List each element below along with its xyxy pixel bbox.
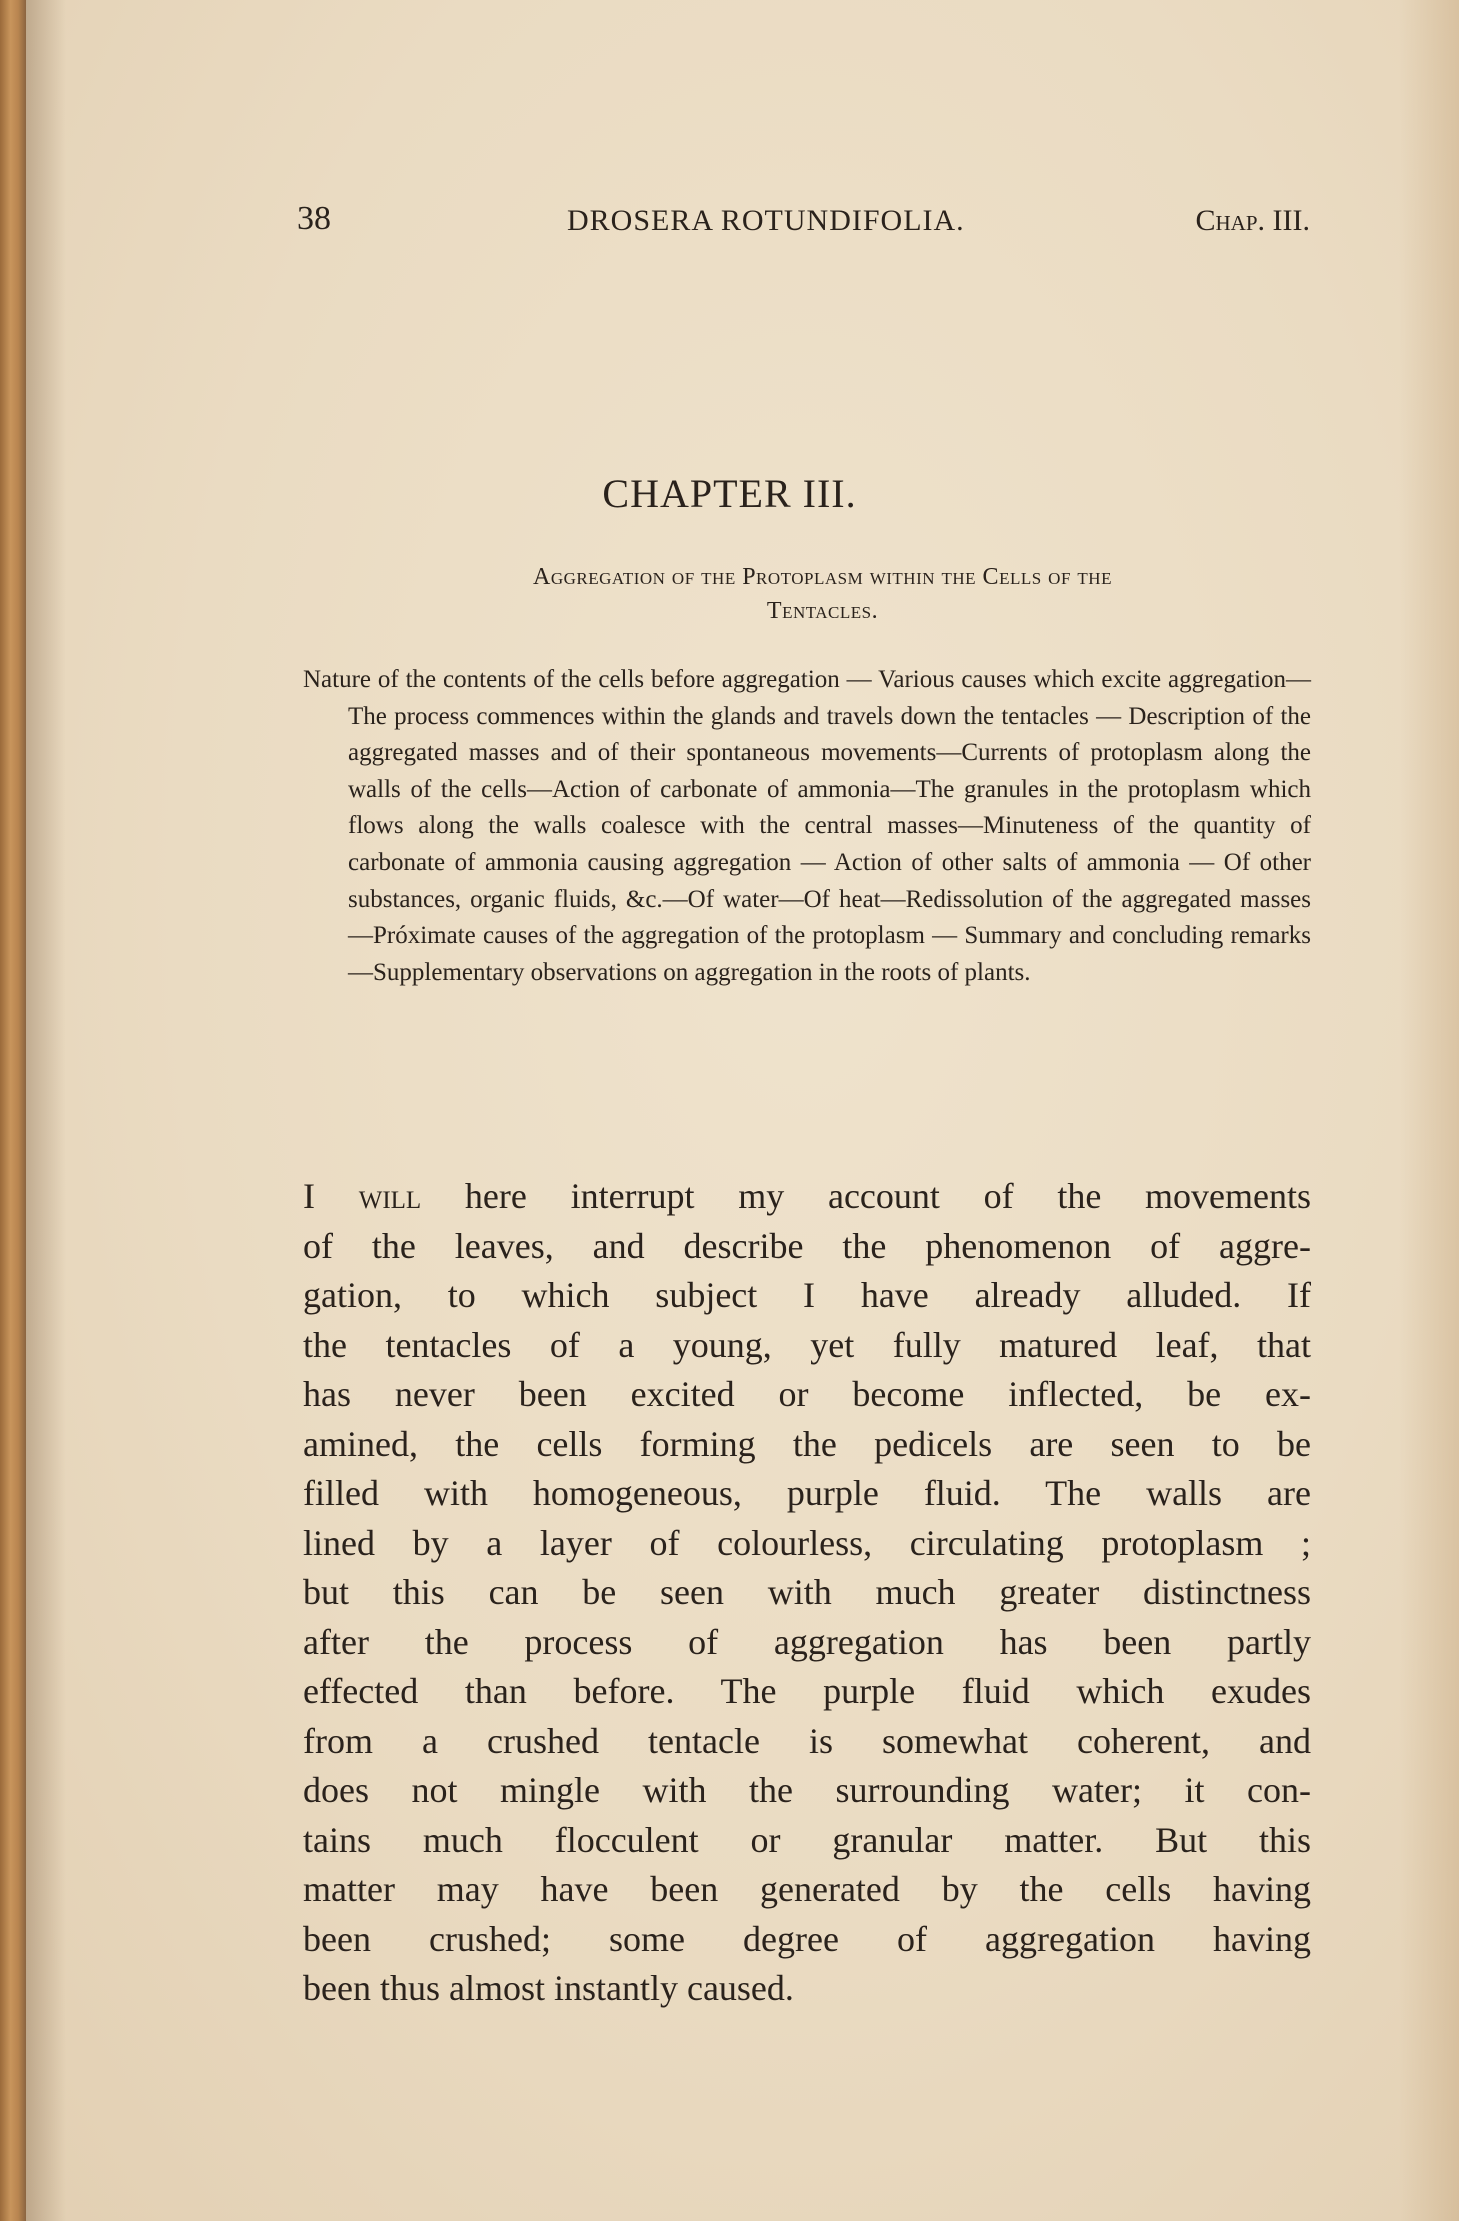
body-line: filled with homogeneous, purple fluid. The walls are	[303, 1473, 1311, 1513]
running-head	[297, 200, 1310, 250]
page-edge-shading	[1399, 0, 1459, 2221]
body-line: of the leaves, and describe the phenomenon of aggre-	[303, 1225, 1311, 1266]
body-line: amined, the cells forming the pedicels are seen to be	[303, 1423, 1311, 1464]
body-line: been thus almost instantly caused.	[303, 1968, 794, 2008]
body-line: lined by a layer of colourless, circulating protoplasm ;	[303, 1522, 1311, 1563]
body-line: has never been excited or become inflected, be ex-	[303, 1374, 1311, 1414]
page-number: 38	[297, 200, 331, 237]
body-line: tains much flocculent or granular matter. But this	[303, 1819, 1311, 1860]
body-line: effected than before. The purple fluid which exudes	[303, 1671, 1311, 1711]
body-line: been crushed; some degree of aggregation having	[303, 1918, 1311, 1959]
running-title: DROSERA ROTUNDIFOLIA.	[567, 204, 965, 237]
body-paragraph	[303, 1172, 1311, 2014]
chapter-subtitle	[350, 560, 1295, 628]
body-line-text: here interrupt my account of the movements	[421, 1176, 1311, 1216]
book-spine-edge	[0, 0, 26, 2221]
body-line: but this can be seen with much greater distinctness	[303, 1572, 1311, 1612]
opening-smallcaps: will	[358, 1176, 422, 1216]
body-line: matter may have been generated by the cells having	[303, 1869, 1311, 1909]
body-line: after the process of aggregation has been partly	[303, 1621, 1311, 1662]
chapter-title: CHAPTER III.	[602, 471, 857, 516]
body-line	[303, 1172, 1311, 1222]
body-line: the tentacles of a young, yet fully matured leaf, that	[303, 1324, 1311, 1365]
chapter-subtitle-line-1: Aggregation of the Protoplasm within the Cells of the	[533, 564, 1112, 590]
running-chapter: Chap. III.	[1195, 204, 1310, 237]
body-line: gation, to which subject I have already alluded. If	[303, 1275, 1311, 1315]
chapter-subtitle-line-2: Tentacles.	[766, 598, 879, 624]
body-line: does not mingle with the surrounding water; it con-	[303, 1770, 1311, 1810]
opening-word: I	[303, 1176, 315, 1216]
body-line: from a crushed tentacle is somewhat coherent, and	[303, 1720, 1311, 1761]
gutter-shadow	[26, 0, 66, 2221]
chapter-summary: Nature of the contents of the cells before aggregation — Various causes which excite aggregation—The process commences within the glands and travels down the tentacles — Description of the aggregated masses and of their spontaneous movements—Currents of protoplasm along the walls of the cells—Action of carbonate of ammonia—The granules in the protoplasm which flows along the walls coalesce with the central masses—Minuteness of the quantity of carbonate of ammonia causing aggregation — Action of other salts of ammonia — Of other substances, organic fluids, &c.—Of water—Of heat—Redissolution of the aggregated masses —Próximate causes of the aggregation of the protoplasm — Summary and concluding remarks—Supplementary observations on aggregation in the roots of plants.	[303, 666, 1311, 986]
